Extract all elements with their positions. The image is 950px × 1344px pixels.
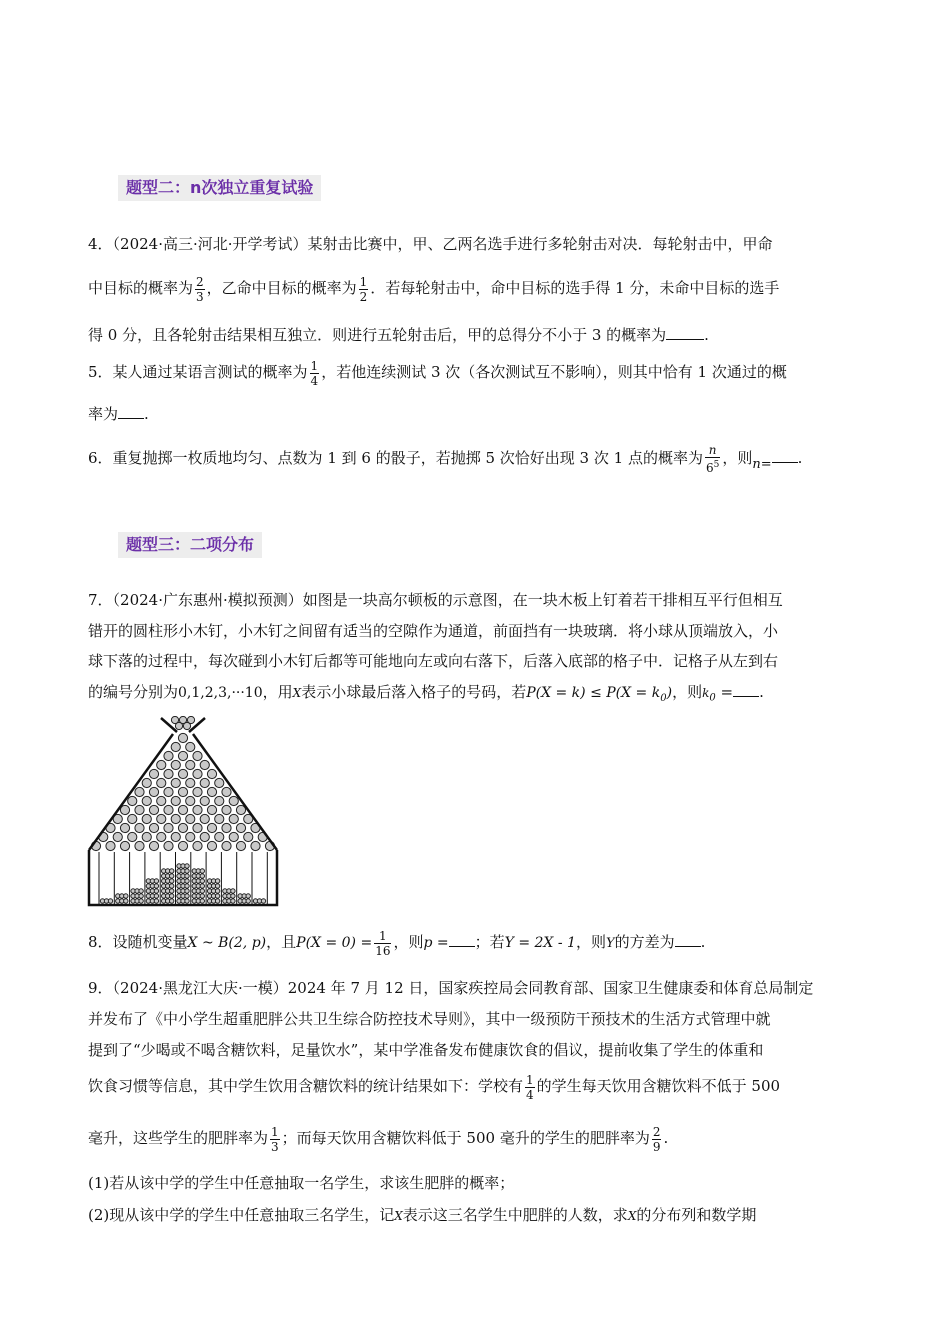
- q7-line2: 错开的圆柱形小木钉，小木钉之间留有适当的空隙作为通道，前面挡有一块玻璃．将小球从顶端放入，小: [88, 622, 779, 640]
- q9-part2: (2)现从该中学的学生中任意抽取三名学生，记X表示这三名学生中肥胖的人数，求X的分布列和数学期: [88, 1206, 757, 1224]
- section-title-2: 题型二：n次独立重复试验: [118, 175, 321, 201]
- peg: [149, 787, 158, 796]
- top-ball: [183, 722, 190, 729]
- peg: [149, 841, 158, 850]
- peg: [207, 841, 216, 850]
- q8-frac-one-sixteenth: $\frac{1}{16}$: [375, 928, 391, 958]
- peg: [135, 823, 144, 832]
- section-title-3: 题型三：二项分布: [118, 532, 262, 558]
- peg: [164, 805, 173, 814]
- peg: [178, 751, 187, 760]
- peg: [157, 760, 166, 769]
- peg: [128, 832, 137, 841]
- top-ball: [175, 722, 182, 729]
- peg: [135, 841, 144, 850]
- peg: [142, 832, 151, 841]
- q9-line4: 饮食习惯等信息，其中学生饮用含糖饮料的统计结果如下：学校有 $\frac{1}{4}$ 的学生每天饮用含糖饮料不低于 500: [88, 1072, 781, 1102]
- bin-ball: [185, 899, 189, 903]
- peg: [128, 796, 137, 805]
- peg: [215, 778, 224, 787]
- peg: [207, 805, 216, 814]
- bin-ball: [215, 889, 219, 893]
- bin-ball: [139, 899, 143, 903]
- q5-frac-one-quarter: $\frac{1}{4}$: [310, 358, 319, 388]
- q4-frac-two-thirds: $\frac{2}{3}$: [196, 274, 204, 304]
- peg: [186, 796, 195, 805]
- peg: [207, 769, 216, 778]
- peg: [229, 832, 238, 841]
- peg: [193, 751, 202, 760]
- peg: [171, 760, 180, 769]
- peg: [157, 796, 166, 805]
- bin-ball: [170, 894, 174, 898]
- peg: [193, 769, 202, 778]
- q4-frac-one-half: $\frac{1}{2}$: [359, 274, 368, 304]
- q7-line4: 的编号分别为0,1,2,3,···10，用X表示小球最后落入格子的号码，若$P(X = k) \le P(X = k_0)$，则$k_0$ = .: [88, 683, 764, 704]
- peg: [229, 814, 238, 823]
- bin-ball: [200, 884, 204, 888]
- peg: [164, 787, 173, 796]
- peg: [207, 823, 216, 832]
- q8-answer-blank-var[interactable]: [675, 946, 701, 947]
- peg: [171, 832, 180, 841]
- bin-ball: [200, 889, 204, 893]
- peg: [171, 742, 180, 751]
- q9-line5: 毫升，这些学生的肥胖率为 $\frac{1}{3}$ ；而每天饮用含糖饮料低于 500 毫升的学生的肥胖率为 $\frac{2}{9}$ .: [88, 1124, 669, 1154]
- peg: [244, 832, 253, 841]
- bin-ball: [246, 894, 250, 898]
- peg: [106, 841, 115, 850]
- q4-line2: 中目标的概率为 $\frac{2}{3}$ ，乙命中目标的概率为 $\frac{1}{2}$ ．若每轮射击中，命中目标的选手得 1 分，未命中目标的选手: [88, 274, 780, 304]
- peg: [186, 742, 195, 751]
- peg: [142, 814, 151, 823]
- bin-ball: [154, 894, 158, 898]
- q5-line1: 5．某人通过某语言测试的概率为 $\frac{1}{4}$ ，若他连续测试 3 次（各次测试互不影响），则其中恰有 1 次通过的概: [88, 358, 787, 388]
- q9-frac-one-quarter: $\frac{1}{4}$: [526, 1072, 534, 1102]
- bin-ball: [246, 899, 250, 903]
- peg: [142, 778, 151, 787]
- peg: [222, 841, 231, 850]
- bin-ball: [170, 899, 174, 903]
- peg: [222, 823, 231, 832]
- q7-line3: 球下落的过程中，每次碰到小木钉后都等可能地向左或向右落下，后落入底部的格子中．记格子从左到右: [88, 652, 779, 670]
- peg: [222, 805, 231, 814]
- q9-part1: (1)若从该中学的学生中任意抽取一名学生，求该生肥胖的概率；: [88, 1174, 515, 1192]
- peg: [200, 832, 209, 841]
- q7-line1: 7．（2024·广东惠州·模拟预测）如图是一块高尔顿板的示意图，在一块木板上钉着若干排相互平行但相互: [88, 591, 783, 609]
- peg: [135, 787, 144, 796]
- bin-ball: [185, 884, 189, 888]
- bin-ball: [215, 884, 219, 888]
- bin-ball: [170, 869, 174, 873]
- bin-ball: [200, 879, 204, 883]
- bin-ball: [154, 884, 158, 888]
- peg: [178, 841, 187, 850]
- peg: [193, 823, 202, 832]
- q6-line1: 6．重复抛掷一枚质地均匀、点数为 1 到 6 的骰子，若抛掷 5 次恰好出现 3 次 1 点的概率为 $\frac{n}{6^5}$ ，则n= .: [88, 443, 803, 475]
- peg: [135, 805, 144, 814]
- bin-ball: [200, 869, 204, 873]
- bin-ball: [154, 899, 158, 903]
- peg: [157, 832, 166, 841]
- peg: [186, 778, 195, 787]
- q9-frac-two-ninths: $\frac{2}{9}$: [652, 1124, 661, 1154]
- bin-ball: [231, 894, 235, 898]
- bin-ball: [215, 879, 219, 883]
- q8-answer-blank-p[interactable]: [449, 946, 475, 947]
- peg: [193, 841, 202, 850]
- q9-frac-one-third: $\frac{1}{3}$: [271, 1124, 279, 1154]
- galton-board-figure: [86, 716, 281, 908]
- peg: [207, 787, 216, 796]
- peg: [236, 841, 245, 850]
- peg: [178, 805, 187, 814]
- bin-ball: [170, 884, 174, 888]
- peg: [171, 796, 180, 805]
- peg: [215, 832, 224, 841]
- peg: [149, 805, 158, 814]
- peg: [215, 796, 224, 805]
- bin-ball: [185, 864, 189, 868]
- bin-ball: [170, 874, 174, 878]
- peg: [149, 769, 158, 778]
- bin-ball: [215, 894, 219, 898]
- peg: [157, 814, 166, 823]
- bin-ball: [231, 889, 235, 893]
- bin-ball: [139, 894, 143, 898]
- bin-ball: [124, 894, 128, 898]
- peg: [164, 751, 173, 760]
- bin-ball: [139, 889, 143, 893]
- peg: [251, 841, 260, 850]
- bin-ball: [185, 879, 189, 883]
- peg: [186, 760, 195, 769]
- peg: [229, 796, 238, 805]
- bin-ball: [170, 889, 174, 893]
- peg: [215, 814, 224, 823]
- bin-ball: [154, 879, 158, 883]
- bin-ball: [215, 899, 219, 903]
- peg: [178, 733, 187, 742]
- peg: [222, 787, 231, 796]
- peg: [142, 796, 151, 805]
- bin-ball: [185, 894, 189, 898]
- peg: [178, 823, 187, 832]
- peg: [200, 778, 209, 787]
- peg: [171, 814, 180, 823]
- bin-ball: [200, 894, 204, 898]
- peg: [186, 814, 195, 823]
- peg: [186, 832, 195, 841]
- peg: [236, 823, 245, 832]
- q4-line3: 得 0 分，且各轮射击结果相互独立．则进行五轮射击后，甲的总得分不小于 3 的概率为 .: [88, 326, 709, 344]
- bin-ball: [154, 889, 158, 893]
- peg: [128, 814, 137, 823]
- peg: [200, 814, 209, 823]
- peg: [200, 760, 209, 769]
- bin-ball: [108, 899, 112, 903]
- q4-line1: 4．（2024·高三·河北·开学考试）某射击比赛中，甲、乙两名选手进行多轮射击对决．每轮射击中，甲命: [88, 235, 773, 253]
- q8-line1: 8．设随机变量X ~ B(2, p)，且P(X = 0) = $\frac{1}{16}$ ，则p = ；若Y = 2X - 1，则Y的方差为 .: [88, 928, 706, 958]
- peg: [200, 796, 209, 805]
- peg: [120, 841, 129, 850]
- peg: [120, 823, 129, 832]
- peg: [164, 823, 173, 832]
- bin-ball: [185, 869, 189, 873]
- peg: [171, 778, 180, 787]
- q9-line2: 并发布了《中小学生超重肥胖公共卫生综合防控技术导则》，其中一级预防干预技术的生活方式管理中就: [88, 1010, 771, 1028]
- q4-answer-blank[interactable]: [666, 339, 704, 340]
- bin-ball: [185, 874, 189, 878]
- q5-answer-blank[interactable]: [118, 418, 144, 419]
- bin-ball: [231, 899, 235, 903]
- q6-answer-blank[interactable]: [772, 462, 798, 463]
- peg: [113, 832, 122, 841]
- q5-line2: 率为 .: [88, 405, 149, 423]
- peg: [157, 778, 166, 787]
- q7-answer-blank[interactable]: [733, 696, 759, 697]
- bin-ball: [124, 899, 128, 903]
- bin-ball: [200, 899, 204, 903]
- q6-frac-n-over-6-pow-5: $\frac{n}{6^5}$: [705, 443, 720, 475]
- q9-line1: 9．（2024·黑龙江大庆·一模）2024 年 7 月 12 日，国家疾控局会同教育部、国家卫生健康委和体育总局制定: [88, 979, 814, 997]
- bin-ball: [200, 874, 204, 878]
- bin-ball: [170, 879, 174, 883]
- peg: [149, 823, 158, 832]
- bin-ball: [185, 889, 189, 893]
- bin-ball: [261, 899, 265, 903]
- peg: [164, 769, 173, 778]
- peg: [193, 805, 202, 814]
- peg: [178, 787, 187, 796]
- peg: [193, 787, 202, 796]
- peg: [164, 841, 173, 850]
- q9-line3: 提到了“少喝或不喝含糖饮料，足量饮水”，某中学准备发布健康饮食的倡议，提前收集了学生的体重和: [88, 1041, 764, 1059]
- peg: [178, 769, 187, 778]
